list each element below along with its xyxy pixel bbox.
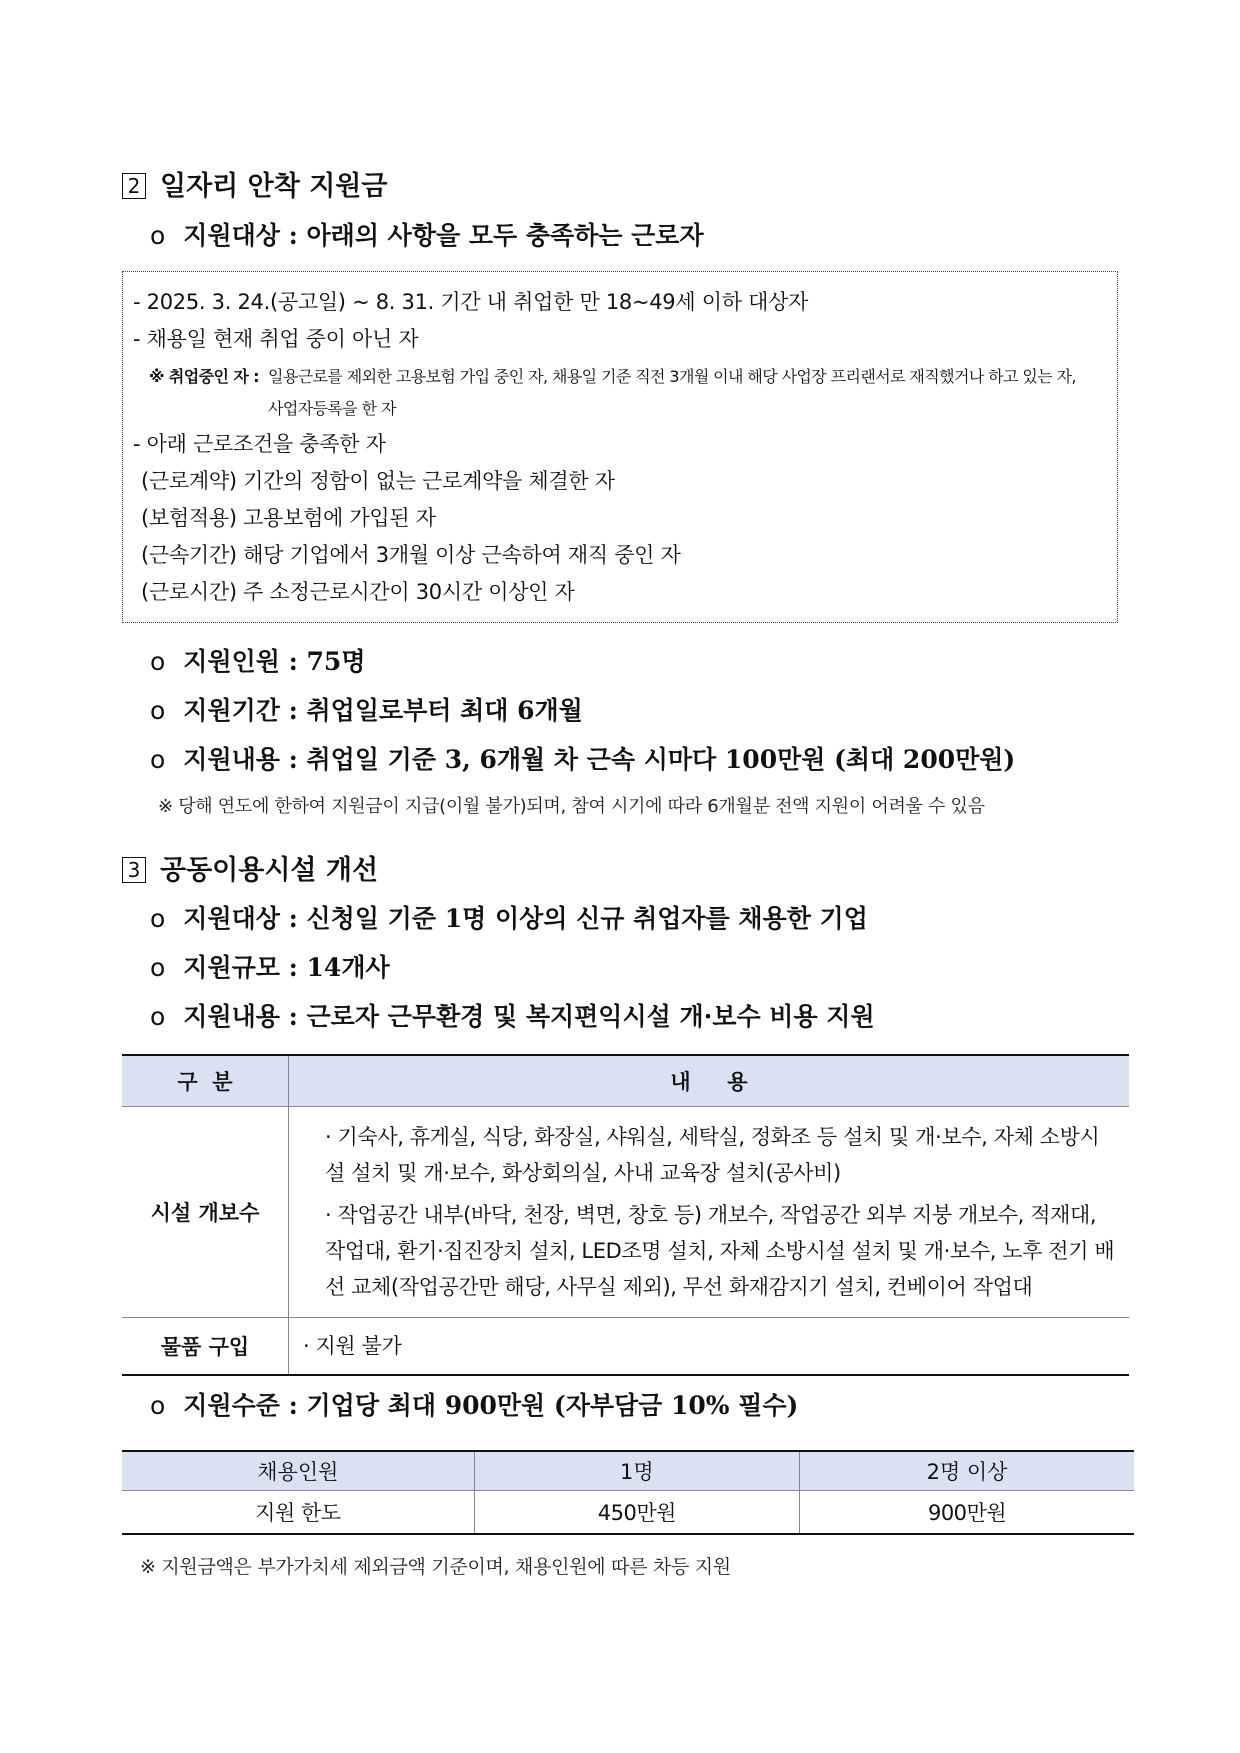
section2-period: o 지원기간 : 취업일로부터 최대 6개월 (150, 696, 583, 725)
condition-hours: (근로시간) 주 소정근로시간이 30시간 이상인 자 (141, 580, 575, 604)
table-header-row (122, 1451, 1134, 1491)
note-label: ※ 취업중인 자 : (149, 367, 259, 386)
condition-insurance: (보험적용) 고용보험에 가입된 자 (141, 506, 436, 530)
header-one: 1명 (474, 1451, 799, 1491)
bullet-circle-icon: o (150, 745, 166, 774)
table-header-row (122, 1055, 1129, 1107)
section3-target: o 지원대상 : 신청일 기준 1명 이상의 신규 취업자를 채용한 기업 (150, 904, 868, 933)
row-label-purchase: 물품 구입 (122, 1318, 289, 1376)
section3-number: 3 (122, 857, 146, 883)
eligibility-line-1: - 2025. 3. 24.(공고일) ~ 8. 31. 기간 내 취업한 만 18~49세 이하 대상자 (133, 290, 809, 314)
bullet-circle-icon: o (150, 1391, 166, 1420)
header-hires: 채용인원 (122, 1451, 474, 1491)
section2-people: o 지원인원 : 75명 (150, 647, 366, 676)
eligibility-line-2: - 채용일 현재 취업 중이 아닌 자 (133, 327, 419, 351)
section2-content: o 지원내용 : 취업일 기준 3, 6개월 차 근속 시마다 100만원 (최대 200만원) (150, 745, 1016, 774)
cell-limit-two-plus: 900만원 (800, 1491, 1134, 1535)
condition-contract: (근로계약) 기간의 정함이 없는 근로계약을 체결한 자 (141, 469, 615, 493)
bullet-circle-icon: o (150, 221, 166, 250)
section3-level: o 지원수준 : 기업당 최대 900만원 (자부담금 10% 필수) (150, 1391, 799, 1420)
table-row (122, 1318, 1129, 1376)
section3-title-text: 공동이용시설 개선 (160, 855, 379, 886)
bullet-circle-icon: o (150, 953, 166, 982)
table-row (122, 1491, 1134, 1535)
section3-footnote: ※ 지원금액은 부가가치세 제외금액 기준이며, 채용인원에 따른 차등 지원 (140, 1556, 731, 1578)
section2-number: 2 (122, 173, 146, 199)
cell-limit-label: 지원 한도 (122, 1491, 474, 1535)
header-two-plus: 2명 이상 (800, 1451, 1134, 1491)
note-text-2: 사업자등록을 한 자 (268, 399, 396, 418)
table-header-content: 내 용 (289, 1055, 1130, 1107)
condition-tenure: (근속기간) 해당 기업에서 3개월 이상 근속하여 재직 중인 자 (141, 543, 681, 567)
section3-scale: o 지원규모 : 14개사 (150, 953, 390, 982)
note-text-1: 일용근로를 제외한 고용보험 가입 중인 자, 채용일 기준 직전 3개월 이내 해당 사업장 프리랜서로 재직했거나 하고 있는 자, (268, 367, 1076, 386)
support-limit-table (122, 1450, 1134, 1535)
bullet-circle-icon: o (150, 904, 166, 933)
section2-title (122, 164, 387, 203)
cell-limit-one: 450만원 (474, 1491, 799, 1535)
eligibility-line-3: - 아래 근로조건을 충족한 자 (133, 432, 386, 456)
section2-title-text: 일자리 안착 지원금 (160, 171, 388, 202)
facility-item-1: · 기숙사, 휴게실, 식당, 화장실, 샤워실, 세탁실, 정화조 등 설치 및 개·보수, 자체 소방시설 설치 및 개·보수, 화상회의실, 사내 교육장 설치(공사비) (325, 1125, 1100, 1185)
section2-target: o 지원대상 : 아래의 사항을 모두 충족하는 근로자 (150, 221, 704, 250)
bullet-circle-icon: o (150, 1002, 166, 1031)
table-header-category: 구 분 (122, 1055, 289, 1107)
section2-footnote: ※ 당해 연도에 한하여 지원금이 지급(이월 불가)되며, 참여 시기에 따라 6개월분 전액 지원이 어려울 수 있음 (158, 796, 985, 817)
bullet-circle-icon: o (150, 647, 166, 676)
row-content-facility (289, 1107, 1130, 1318)
eligibility-box (122, 271, 1118, 623)
row-label-facility: 시설 개보수 (122, 1107, 289, 1318)
facility-table (122, 1054, 1129, 1376)
facility-item-2: · 작업공간 내부(바닥, 천장, 벽면, 창호 등) 개보수, 작업공간 외부 지붕 개보수, 적재대, 작업대, 환기·집진장치 설치, LED조명 설치, 자체 소방시설 설치 및 개·보수, 노후 전기 배선 교체(작업공간만 해당, 사무실 제외), 무선 화재감지기 설치, 컨베이어 작업대 (325, 1203, 1115, 1299)
bullet-circle-icon: o (150, 696, 166, 725)
section3-title (122, 848, 378, 887)
table-row (122, 1107, 1129, 1318)
row-content-purchase: · 지원 불가 (289, 1318, 1130, 1376)
section3-content: o 지원내용 : 근로자 근무환경 및 복지편익시설 개·보수 비용 지원 (150, 1002, 875, 1031)
